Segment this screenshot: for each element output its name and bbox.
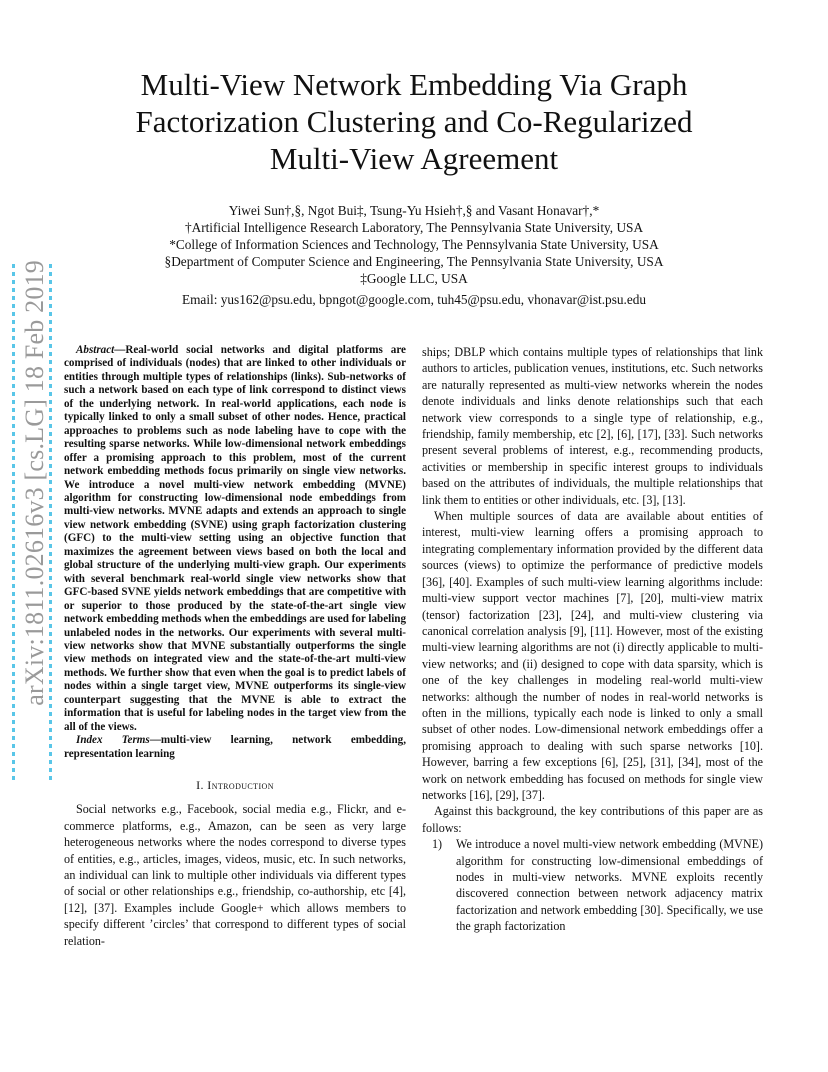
- paper-title: Multi-View Network Embedding Via Graph Factorization Clustering and Co-Regularized Multi-View Agreement: [135, 67, 693, 176]
- author-block: [100, 202, 728, 308]
- left-column: [64, 344, 406, 949]
- contribution-item-1: [422, 836, 763, 934]
- author-list: Yiwei Sun†,§, Ngot Bui‡, Tsung-Yu Hsieh†,§ and Vasant Honavar†,*: [228, 203, 600, 218]
- section-heading-introduction: I. Introduction: [196, 778, 274, 793]
- abstract-label: Abstract: [76, 344, 115, 356]
- contribution-number: 1): [432, 837, 443, 852]
- email-line[interactable]: Email: yus162@psu.edu, bpngot@google.com, tuh45@psu.edu, vhonavar@ist.psu.edu: [181, 292, 647, 307]
- index-terms: [64, 734, 406, 761]
- index-terms-label: Index Terms: [76, 734, 150, 747]
- affiliation-4: ‡Google LLC, USA: [360, 271, 468, 286]
- intro-paragraph: Social networks e.g., Facebook, social media e.g., Flickr, and e-commerce platforms, e.g., Amazon, can be seen as very large heterogeneous networks where the nodes correspond to diverse types of entities, e.g., articles, images, videos, music, etc. In such networks, an individual can link to multiple other individuals via different types of social or other relationships e.g., friendship, co-authorship, etc [4], [12], [37]. Examples include Google+ which allows members to specify different ’circles’ that correspond to different types of social relation-: [64, 802, 406, 948]
- index-terms-text: —multi-view learning, network embedding, representation learning: [64, 734, 406, 760]
- abstract: [64, 344, 406, 734]
- affiliation-3: §Department of Computer Science and Engineering, The Pennsylvania State University, USA: [164, 254, 664, 269]
- affiliation-1: †Artificial Intelligence Research Laboratory, The Pennsylvania State University, USA: [184, 220, 644, 235]
- contribution-text: We introduce a novel multi-view network embedding (MVNE) algorithm for constructing low-dimensional embeddings of nodes in multi-view networks. MVNE exploits recently discovered connection between network adjacency matrix factorization and network embedding [30]. Specifically, we use the graph factorization: [456, 837, 763, 934]
- right-paragraph-1: ships; DBLP which contains multiple types of relationships that link authors to articles, publication venues, institutions, etc. Such networks are naturally represented as multi-view networks wherein the nodes denote individuals and links denote relationships such that each network view corresponds to a single type of relationship, e.g., friendship, family membership, etc [2], [6], [17], [33]. Such networks present several problems of interest, e.g., recommending products, activities or membership in specific interest groups to individuals based on the attributes of individuals, the multiple relationships that link them to entities or other individuals, etc. [3], [13].: [422, 345, 763, 507]
- right-paragraph-2: When multiple sources of data are available about entities of interest, multi-view learning offers a promising approach to integrating complementary information provided by the different data sources (views) to optimize the performance of predictive models [36], [40]. Examples of such multi-view learning algorithms include: multi-view support vector machines [7], [20], multi-view matrix (tensor) factorization [23], [24], and multi-view clustering via canonical correlation analysis [9], [11]. However, most of the existing multi-view learning algorithms are not (i) directly applicable to multi-view networks; and (ii) designed to cope with data sparsity, which is one of the key challenges in modeling real-world multi-view networks: although the number of nodes in real-world networks is often in the millions, typically each node is linked to only a small subset of other nodes. Low-dimensional network embeddings offer a promising approach to dealing with such sparse networks [10]. However, barring a few exceptions [6], [25], [31], [34], most of the work on network embedding has focused on methods for single view networks [16], [29], [37].: [422, 509, 763, 802]
- right-paragraph-3: Against this background, the key contributions of this paper are as follows:: [422, 804, 763, 835]
- abstract-text: —Real-world social networks and digital platforms are comprised of individuals (nodes) that are linked to other individuals or entities through multiple types of relationships (links). Sub-networks of such a network based on each type of link correspond to distinct views of the underlying network. In real-world applications, each node is typically linked to only a small subset of other nodes. Hence, practical approaches to problems such as node labeling have to cope with the resulting sparse networks. While low-dimensional network embeddings offer a promising approach to this problem, most of the current network embedding methods focus primarily on single view networks. We introduce a novel multi-view network embedding (MVNE) algorithm for constructing low-dimensional node embeddings from multi-view networks. MVNE adapts and extends an approach to single view network embedding (SVNE) using graph factorization clustering (GFC) to the multi-view setting using an objective function that maximizes the agreement between views based on both the local and global structure of the underlying multi-view graph. Our experiments with several benchmark real-world single view networks show that GFC-based SVNE yields network embeddings that are competitive with or superior to those produced by the state-of-the-art single view network embedding methods when the embeddings are used for labeling unlabeled nodes in the networks. Our experiments with several multi-view networks show that MVNE substantially outperforms the single view methods on integrated view and the state-of-the-art multi-view methods. We further show that even when the goal is to predict labels of nodes within a single target view, MVNE outperforms its single-view counterpart suggesting that the MVNE is able to extract the information that is useful for labeling nodes in the target view from the all of the views.: [64, 344, 406, 733]
- arxiv-identifier[interactable]: arXiv:1811.02616v3 [cs.LG] 18 Feb 2019: [20, 260, 49, 706]
- affiliation-2: *College of Information Sciences and Technology, The Pennsylvania State University, USA: [169, 237, 659, 252]
- right-column: [422, 344, 763, 935]
- arxiv-stamp-border-left: [12, 264, 15, 784]
